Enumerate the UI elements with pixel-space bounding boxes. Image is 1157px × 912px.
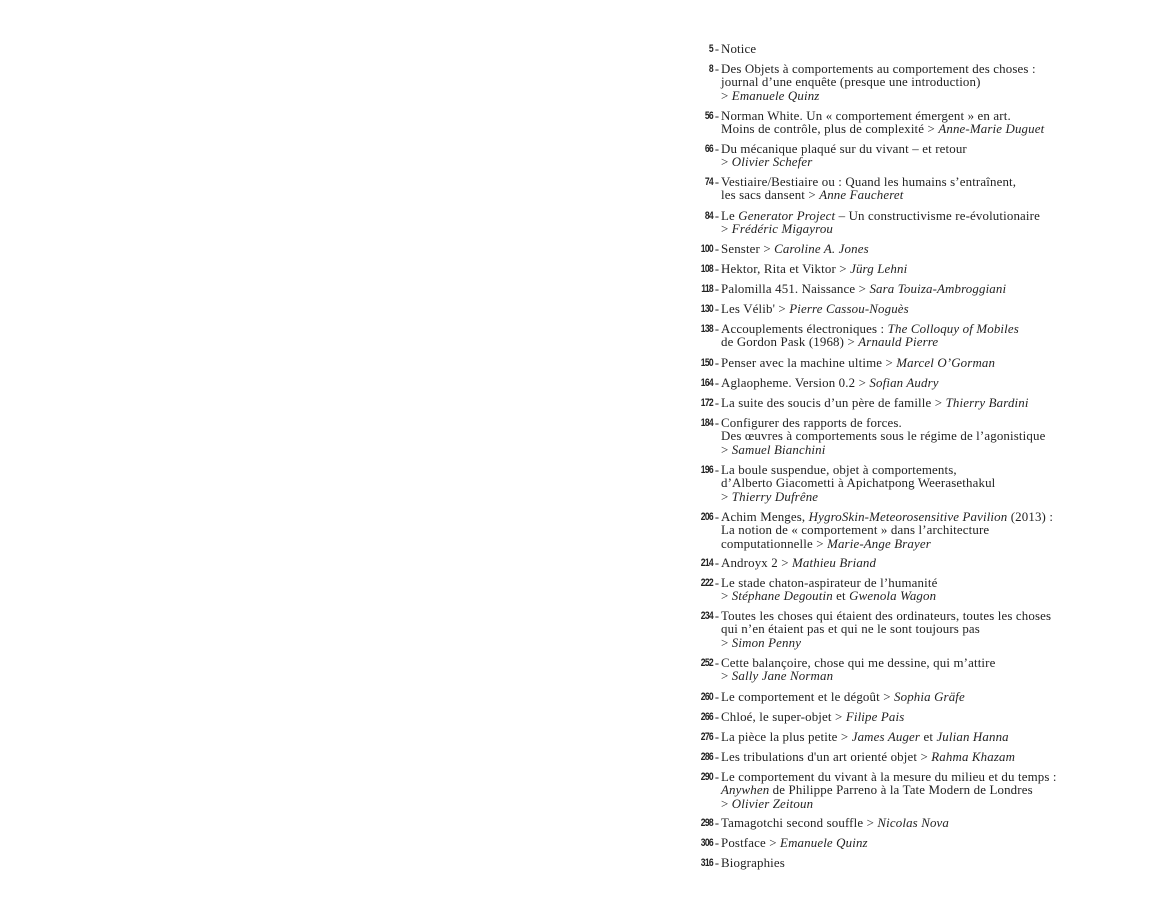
- toc-italic-text: The Colloquy of Mobiles: [887, 322, 1019, 336]
- toc-title-line: [721, 817, 1150, 830]
- toc-text: d’Alberto Giacometti à Apichatpong Weerasethakul: [721, 476, 996, 491]
- toc-separator: -: [714, 376, 720, 390]
- toc-italic-text: Generator Project: [738, 209, 836, 223]
- toc-page-number: 172: [700, 397, 713, 409]
- toc-italic-text: James Auger: [851, 730, 921, 744]
- toc-entry: [695, 323, 1150, 350]
- toc-entry: [695, 63, 1150, 103]
- toc-title-line: [721, 577, 1150, 590]
- toc-title-line: [721, 283, 1150, 296]
- toc-text: Tamagotchi second souffle >: [721, 816, 878, 830]
- toc-title: [721, 657, 1150, 684]
- toc-italic-text: Gwenola Wagon: [849, 589, 937, 604]
- toc-text: Palomilla 451. Naissance >: [721, 282, 870, 296]
- toc-page-number: 138: [700, 323, 713, 335]
- toc-title-line: [721, 731, 1150, 744]
- toc-title-line: [721, 90, 1150, 103]
- toc-italic-text: Olivier Schefer: [731, 155, 813, 170]
- toc-page-number: 118: [701, 283, 713, 295]
- toc-entry: [695, 711, 1150, 724]
- toc-page-number: 266: [700, 711, 713, 723]
- toc-text: >: [721, 88, 732, 103]
- toc-text: >: [721, 635, 732, 650]
- toc-title: [721, 610, 1150, 650]
- toc-text: Du mécanique plaqué sur du vivant – et retour: [721, 142, 967, 156]
- toc-text: computationnelle >: [721, 536, 828, 551]
- toc-title-line: [721, 798, 1150, 811]
- toc-text: Le comportement du vivant à la mesure du milieu et du temps :: [721, 770, 1057, 784]
- toc-text: Le comportement et le dégoût >: [721, 690, 894, 704]
- toc-text: les sacs dansent >: [721, 188, 820, 203]
- toc-title-line: [721, 691, 1150, 704]
- toc-separator: -: [714, 322, 720, 336]
- toc-text: Achim Menges,: [721, 510, 809, 524]
- toc-entry: [695, 464, 1150, 504]
- toc-title-line: [721, 63, 1150, 76]
- toc-text: de Philippe Parreno à la Tate Modern de Londres: [769, 783, 1033, 798]
- toc-title-line: [721, 538, 1150, 551]
- toc-text: Le: [721, 209, 739, 223]
- toc-title-line: [721, 123, 1150, 136]
- toc-separator: -: [714, 209, 720, 223]
- toc-text: et: [920, 730, 937, 744]
- toc-text: Hektor, Rita et Viktor >: [721, 262, 851, 276]
- toc-title: [721, 837, 1150, 850]
- toc-title-line: [721, 464, 1150, 477]
- toc-title-line: [721, 784, 1150, 797]
- toc-italic-text: Emanuele Quinz: [780, 836, 868, 850]
- toc-text: >: [721, 669, 732, 684]
- toc-separator: -: [714, 262, 720, 276]
- toc-title-line: [721, 670, 1150, 683]
- toc-text: La suite des soucis d’un père de famille >: [721, 396, 946, 410]
- toc-title-line: [721, 176, 1150, 189]
- toc-text: Vestiaire/Bestiaire ou : Quand les humains s’entraînent,: [721, 175, 1017, 189]
- toc-text: Des œuvres à comportements sous le régime de l’agonistique: [721, 429, 1046, 444]
- toc-title-line: [721, 511, 1150, 524]
- toc-page-number: 234: [700, 610, 713, 622]
- toc-italic-text: Simon Penny: [731, 635, 802, 650]
- toc-entry: [695, 176, 1150, 203]
- toc-separator: -: [714, 556, 720, 570]
- toc-title-line: [721, 303, 1150, 316]
- toc-title: [721, 357, 1150, 370]
- toc-separator: -: [714, 656, 720, 670]
- toc-title: [721, 751, 1150, 764]
- toc-page-number: 252: [700, 657, 713, 669]
- toc-text: La notion de « comportement » dans l’architecture: [721, 523, 990, 538]
- toc-title-line: [721, 477, 1150, 490]
- toc-separator: -: [714, 836, 720, 850]
- toc-separator: -: [714, 463, 720, 477]
- toc-title: [721, 857, 1150, 870]
- toc-page-number: 298: [700, 817, 713, 829]
- toc-italic-text: Anywhen: [721, 783, 770, 798]
- toc-separator: -: [714, 576, 720, 590]
- toc-title: [721, 691, 1150, 704]
- toc-entry: [695, 43, 1150, 56]
- toc-text: Cette balançoire, chose qui me dessine, qui m’attire: [721, 656, 996, 670]
- toc-text: >: [721, 589, 732, 604]
- toc-title-line: [721, 610, 1150, 623]
- toc-italic-text: Rahma Khazam: [931, 750, 1016, 764]
- toc-separator: -: [714, 175, 720, 189]
- toc-title: [721, 731, 1150, 744]
- toc-italic-text: Olivier Zeitoun: [731, 796, 814, 811]
- toc-entry: [695, 243, 1150, 256]
- toc-text: Le stade chaton-aspirateur de l’humanité: [721, 576, 938, 590]
- toc-title: [721, 323, 1150, 350]
- toc-italic-text: Stéphane Degoutin: [731, 589, 833, 604]
- toc-entry: [695, 283, 1150, 296]
- toc-title: [721, 110, 1150, 137]
- toc-text: Aglaopheme. Version 0.2 >: [721, 376, 870, 390]
- toc-italic-text: Thierry Dufrêne: [731, 489, 819, 504]
- toc-text: Les Vélib' >: [721, 302, 790, 316]
- toc-italic-text: Caroline A. Jones: [774, 242, 869, 256]
- toc-page-number: 74: [704, 176, 713, 188]
- toc-entry: [695, 357, 1150, 370]
- toc-title: [721, 771, 1150, 811]
- toc-italic-text: Mathieu Briand: [792, 556, 877, 570]
- toc-text: >: [721, 155, 732, 170]
- toc-separator: -: [714, 62, 720, 76]
- toc-title: [721, 817, 1150, 830]
- toc-title: [721, 464, 1150, 504]
- toc-italic-text: Thierry Bardini: [945, 396, 1029, 410]
- toc-text: Senster >: [721, 242, 775, 256]
- toc-title-line: [721, 397, 1150, 410]
- toc-text: Des Objets à comportements au comportement des choses :: [721, 62, 1036, 76]
- toc-title-line: [721, 623, 1150, 636]
- toc-separator: -: [714, 730, 720, 744]
- toc-italic-text: Julian Hanna: [936, 730, 1009, 744]
- toc-title-line: [721, 524, 1150, 537]
- toc-entry: [695, 731, 1150, 744]
- toc-page-number: 66: [704, 143, 713, 155]
- toc-title: [721, 557, 1150, 570]
- toc-title: [721, 303, 1150, 316]
- toc-entry: [695, 610, 1150, 650]
- toc-title-line: [721, 210, 1150, 223]
- toc-italic-text: Anne-Marie Duguet: [938, 122, 1045, 137]
- toc-separator: -: [714, 416, 720, 430]
- toc-title-line: [721, 143, 1150, 156]
- toc-title-line: [721, 590, 1150, 603]
- toc-text: >: [721, 489, 732, 504]
- toc-italic-text: Sara Touiza-Ambroggiani: [869, 282, 1007, 296]
- toc-title-line: [721, 336, 1150, 349]
- toc-title-line: [721, 357, 1150, 370]
- toc-entry: [695, 857, 1150, 870]
- toc-entry: [695, 837, 1150, 850]
- toc-title-line: [721, 377, 1150, 390]
- toc-entry: [695, 771, 1150, 811]
- toc-text: qui n’en étaient pas et qui ne le sont toujours pas: [721, 622, 980, 637]
- toc-entry: [695, 511, 1150, 551]
- toc-title: [721, 176, 1150, 203]
- toc-italic-text: Emanuele Quinz: [731, 88, 820, 103]
- toc-title-line: [721, 156, 1150, 169]
- toc-page-number: 290: [700, 771, 713, 783]
- toc-italic-text: Pierre Cassou-Noguès: [789, 302, 909, 316]
- toc-title-line: [721, 491, 1150, 504]
- toc-text: Toutes les choses qui étaient des ordinateurs, toutes les choses: [721, 609, 1052, 623]
- toc-text: (2013) :: [1007, 510, 1054, 524]
- toc-text: Penser avec la machine ultime >: [721, 356, 897, 370]
- toc-page-number: 130: [700, 303, 713, 315]
- toc-page-number: 164: [700, 377, 713, 389]
- toc-page-number: 8: [708, 63, 713, 75]
- toc-text: La boule suspendue, objet à comportements,: [721, 463, 957, 477]
- toc-title: [721, 577, 1150, 604]
- toc-title-line: [721, 837, 1150, 850]
- toc-italic-text: HygroSkin-Meteorosensitive Pavilion: [808, 510, 1008, 524]
- toc-title-line: [721, 76, 1150, 89]
- toc-text: – Un constructivisme re-évolutionaire: [835, 209, 1040, 223]
- toc-title-line: [721, 243, 1150, 256]
- toc-title-line: [721, 430, 1150, 443]
- toc-italic-text: Jürg Lehni: [850, 262, 908, 276]
- toc-title: [721, 511, 1150, 551]
- toc-entry: [695, 577, 1150, 604]
- toc-page-number: 100: [700, 243, 713, 255]
- toc-title: [721, 417, 1150, 457]
- toc-page-number: 108: [700, 263, 713, 275]
- toc-title-line: [721, 637, 1150, 650]
- toc-entry: [695, 303, 1150, 316]
- toc-entry: [695, 263, 1150, 276]
- toc-separator: -: [714, 356, 720, 370]
- toc-separator: -: [714, 690, 720, 704]
- toc-entry: [695, 210, 1150, 237]
- toc-italic-text: Samuel Bianchini: [731, 442, 826, 457]
- toc-title-line: [721, 657, 1150, 670]
- toc-title-line: [721, 323, 1150, 336]
- toc-page-number: 306: [700, 837, 713, 849]
- toc-page-number: 276: [700, 731, 713, 743]
- toc-separator: -: [714, 816, 720, 830]
- toc-entry: [695, 557, 1150, 570]
- toc-page-number: 206: [700, 511, 713, 523]
- toc-text: Androyx 2 >: [721, 556, 793, 570]
- toc-title: [721, 283, 1150, 296]
- toc-title: [721, 243, 1150, 256]
- toc-page-number: 222: [700, 577, 713, 589]
- toc-title-line: [721, 189, 1150, 202]
- toc-separator: -: [714, 770, 720, 784]
- toc-title: [721, 210, 1150, 237]
- toc-text: >: [721, 222, 732, 237]
- toc-italic-text: Nicolas Nova: [877, 816, 950, 830]
- toc-page-number: 214: [700, 557, 713, 569]
- toc-text: >: [721, 442, 732, 457]
- toc-title-line: [721, 711, 1150, 724]
- toc-text: >: [721, 796, 732, 811]
- toc-italic-text: Filipe Pais: [845, 710, 905, 724]
- toc-separator: -: [714, 109, 720, 123]
- toc-separator: -: [714, 750, 720, 764]
- toc-text: Accouplements électroniques :: [721, 322, 888, 336]
- toc-text: et: [832, 589, 850, 604]
- toc-separator: -: [714, 282, 720, 296]
- toc-page-number: 56: [704, 110, 713, 122]
- toc-text: journal d’une enquête (presque une introduction): [721, 75, 981, 90]
- toc-page-number: 196: [700, 464, 713, 476]
- toc-page-number: 84: [704, 210, 713, 222]
- toc-italic-text: Marcel O’Gorman: [896, 356, 996, 370]
- toc-page-number: 260: [700, 691, 713, 703]
- toc-separator: -: [714, 609, 720, 623]
- toc-page-number: 150: [700, 357, 713, 369]
- toc-italic-text: Marie-Ange Brayer: [827, 536, 931, 551]
- toc-title: [721, 397, 1150, 410]
- toc-entry: [695, 817, 1150, 830]
- toc-title-line: [721, 444, 1150, 457]
- toc-title: [721, 377, 1150, 390]
- toc-page-number: 184: [700, 417, 713, 429]
- toc-text: Moins de contrôle, plus de complexité >: [721, 122, 939, 137]
- toc-title: [721, 263, 1150, 276]
- toc-separator: -: [714, 856, 720, 870]
- toc-entry: [695, 143, 1150, 170]
- toc-italic-text: Frédéric Migayrou: [731, 222, 834, 237]
- toc-page-number: 316: [700, 857, 713, 869]
- toc-title-line: [721, 263, 1150, 276]
- toc-separator: -: [714, 396, 720, 410]
- toc-separator: -: [714, 510, 720, 524]
- toc-title-line: [721, 557, 1150, 570]
- toc-title-line: [721, 417, 1150, 430]
- toc-text: Biographies: [721, 856, 785, 870]
- toc-title: [721, 143, 1150, 170]
- toc-text: Norman White. Un « comportement émergent » en art.: [721, 109, 1011, 123]
- toc-text: Chloé, le super-objet >: [721, 710, 846, 724]
- toc-title-line: [721, 771, 1150, 784]
- toc-entry: [695, 751, 1150, 764]
- toc-title-line: [721, 43, 1150, 56]
- toc-separator: -: [714, 710, 720, 724]
- toc-text: La pièce la plus petite >: [721, 730, 852, 744]
- toc-text: de Gordon Pask (1968) >: [721, 335, 859, 350]
- toc-title-line: [721, 223, 1150, 236]
- toc-entry: [695, 691, 1150, 704]
- toc-italic-text: Anne Faucheret: [819, 188, 904, 203]
- toc-separator: -: [714, 302, 720, 316]
- toc-text: Les tribulations d'un art orienté objet >: [721, 750, 932, 764]
- toc-entry: [695, 377, 1150, 390]
- toc-text: Notice: [721, 42, 757, 56]
- toc-text: Postface >: [721, 836, 781, 850]
- toc-title-line: [721, 751, 1150, 764]
- toc-page-number: 286: [700, 751, 713, 763]
- toc-italic-text: Sofian Audry: [869, 376, 939, 390]
- toc-entry: [695, 110, 1150, 137]
- toc-title-line: [721, 110, 1150, 123]
- toc-page-number: 5: [708, 43, 713, 55]
- toc-title: [721, 43, 1150, 56]
- toc-entry: [695, 397, 1150, 410]
- toc-title-line: [721, 857, 1150, 870]
- toc-entry: [695, 657, 1150, 684]
- toc-separator: -: [714, 142, 720, 156]
- toc-separator: -: [714, 242, 720, 256]
- toc-italic-text: Sophia Gräfe: [894, 690, 965, 704]
- toc-separator: -: [714, 42, 720, 56]
- toc-entry: [695, 417, 1150, 457]
- toc-italic-text: Sally Jane Norman: [731, 669, 834, 684]
- toc-italic-text: Arnauld Pierre: [858, 335, 939, 350]
- toc-title: [721, 711, 1150, 724]
- toc-title: [721, 63, 1150, 103]
- toc-text: Configurer des rapports de forces.: [721, 416, 902, 430]
